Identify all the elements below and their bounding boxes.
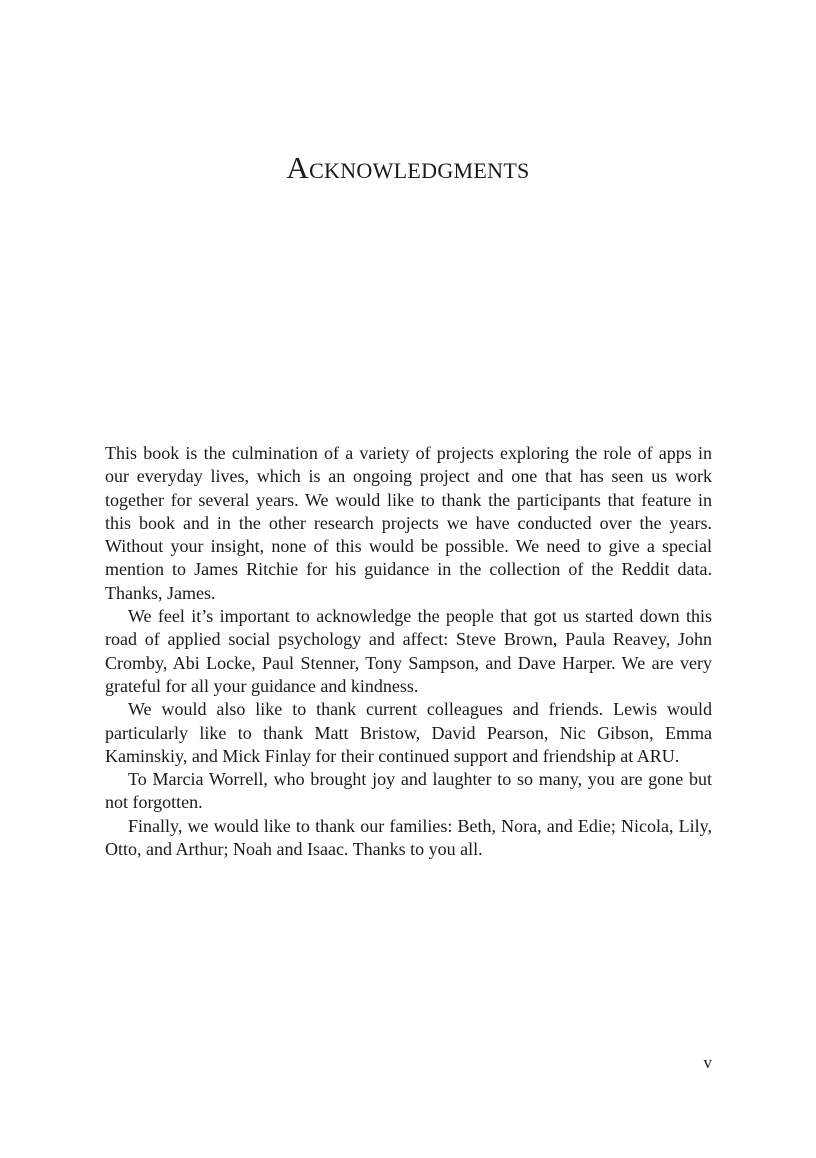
paragraph-families: Finally, we would like to thank our families: Beth, Nora, and Edie; Nicola, Lily, Otto, and Arthur; Noah and Isaac. Thanks to you all. [105,815,712,860]
chapter-title: Acknowledgments [286,150,530,185]
paragraph-colleagues: We would also like to thank current colleagues and friends. Lewis would particularly like to thank Matt Bristow, David Pearson, Nic Gibson, Emma Kaminskiy, and Mick Finlay for their continued support and friendship at ARU. [105,699,712,766]
acknowledgments-body [105,442,712,861]
paragraph-mentors: We feel it’s important to acknowledge the people that got us started down this road of applied social psychology and affect: Steve Brown, Paula Reavey, John Cromby, Abi Locke, Paul Stenner, Tony Sampson, and Dave Harper. We are very grateful for all your guidance and kindness. [105,606,712,696]
paragraph-memorial: To Marcia Worrell, who brought joy and laughter to so many, you are gone but not forgotten. [105,769,712,813]
paragraph-intro: This book is the culmination of a variety of projects exploring the role of apps in our everyday lives, which is an ongoing project and one that has seen us work together for several years. We would like to thank the participants that feature in this book and in the other research projects we have conducted over the years. Without your insight, none of this would be possible. We need to give a special mention to James Ritchie for his guidance in the collection of the Reddit data. Thanks, James. [105,443,712,603]
page-number: v [703,1053,712,1072]
